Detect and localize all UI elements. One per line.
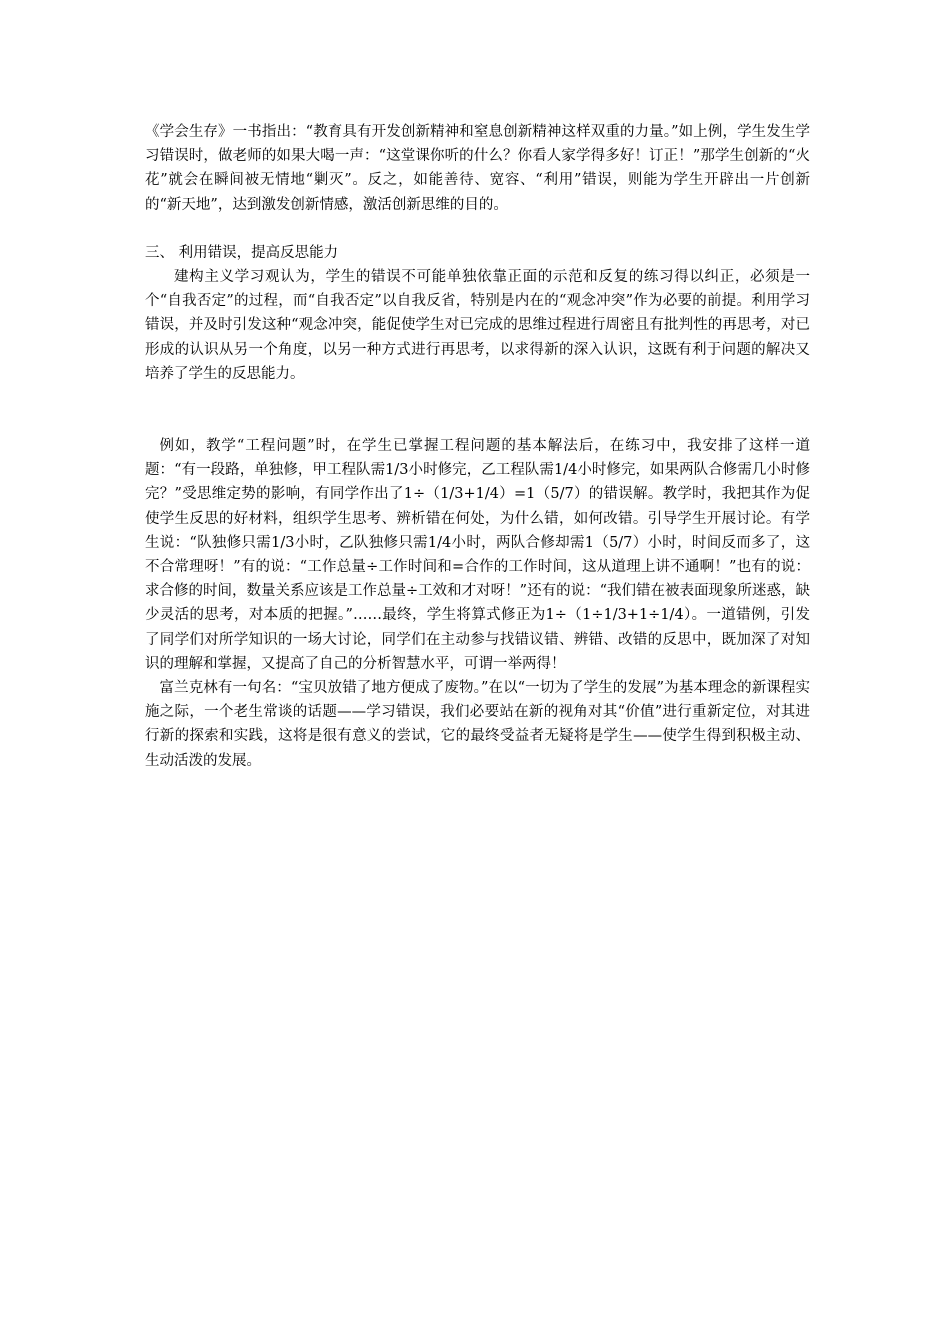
paragraph-constructivism: 建构主义学习观认为，学生的错误不可能单独依靠正面的示范和反复的练习得以纠正，必须是一个“自我否定”的过程，而“自我否定”以自我反省，特别是内在的“观念冲突”作为必要的前提。利用学习错误，并及时引发这种“观念冲突，能促使学生对已完成的思维过程进行周密且有批判性的再思考，对已形成的认识从另一个角度，以另一种方式进行再思考，以求得新的深入认识，这既有利于问题的解决又培养了学生的反思能力。: [145, 269, 810, 382]
paragraph-engineering-example: 例如，教学“工程问题”时，在学生已掌握工程问题的基本解法后，在练习中，我安排了这样一道题：“有一段路，单独修，甲工程队需1/3小时修完，乙工程队需1/4小时修完，如果两队合修需几小时修完？”受思维定势的影响，有同学作出了1÷（1/3+1/4）=1（5/7）的错误解。教学时，我把其作为促使学生反思的好材料，组织学生思考、辨析错在何处，为什么错，如何改错。引导学生开展讨论。有学生说：“队独修只需1/3小时，乙队独修只需1/4小时，两队合修却需1（5/7）小时，时间反而多了，这不合常理呀！”有的说：“工作总量÷工作时间和=合作的工作时间，这从道理上讲不通啊！”也有的说：求合修的时间，数量关系应该是工作总量÷工效和才对呀！”还有的说：“我们错在被表面现象所迷惑，缺少灵活的思考，对本质的把握。”……最终，学生将算式修正为1÷（1÷1/3+1÷1/4）。一道错例，引发了同学们对所学知识的一场大讨论，同学们在主动参与找错议错、辨错、改错的反思中，既加深了对知识的理解和掌握，又提高了自己的分析智慧水平，可谓一举两得！: [145, 438, 810, 672]
paragraph-learning-to-be: 《学会生存》一书指出：“教育具有开发创新精神和窒息创新精神这样双重的力量。”如上例，学生发生学习错误时，做老师的如果大喝一声：“这堂课你听的什么？你看人家学得多好！订正！”那学生创新的“火花”就会在瞬间被无情地“剿灭”。反之，如能善待、宽容、“利用”错误，则能为学生开辟出一片创新的“新天地”，达到激发创新情感，激活创新思维的目的。: [145, 124, 810, 213]
paragraph-spacer: [145, 386, 810, 434]
paragraph-franklin-quote: 富兰克林有一句名：“宝贝放错了地方便成了废物。”在以“一切为了学生的发展”为基本理念的新课程实施之际，一个老生常谈的话题——学习错误，我们必要站在新的视角对其“价值”进行重新定位，对其进行新的探索和实践，这将是很有意义的尝试，它的最终受益者无疑将是学生——使学生得到积极主动、生动活泼的发展。: [145, 680, 810, 769]
section-heading-3: 三、 利用错误，提高反思能力: [145, 244, 339, 261]
document-body: [145, 120, 810, 773]
